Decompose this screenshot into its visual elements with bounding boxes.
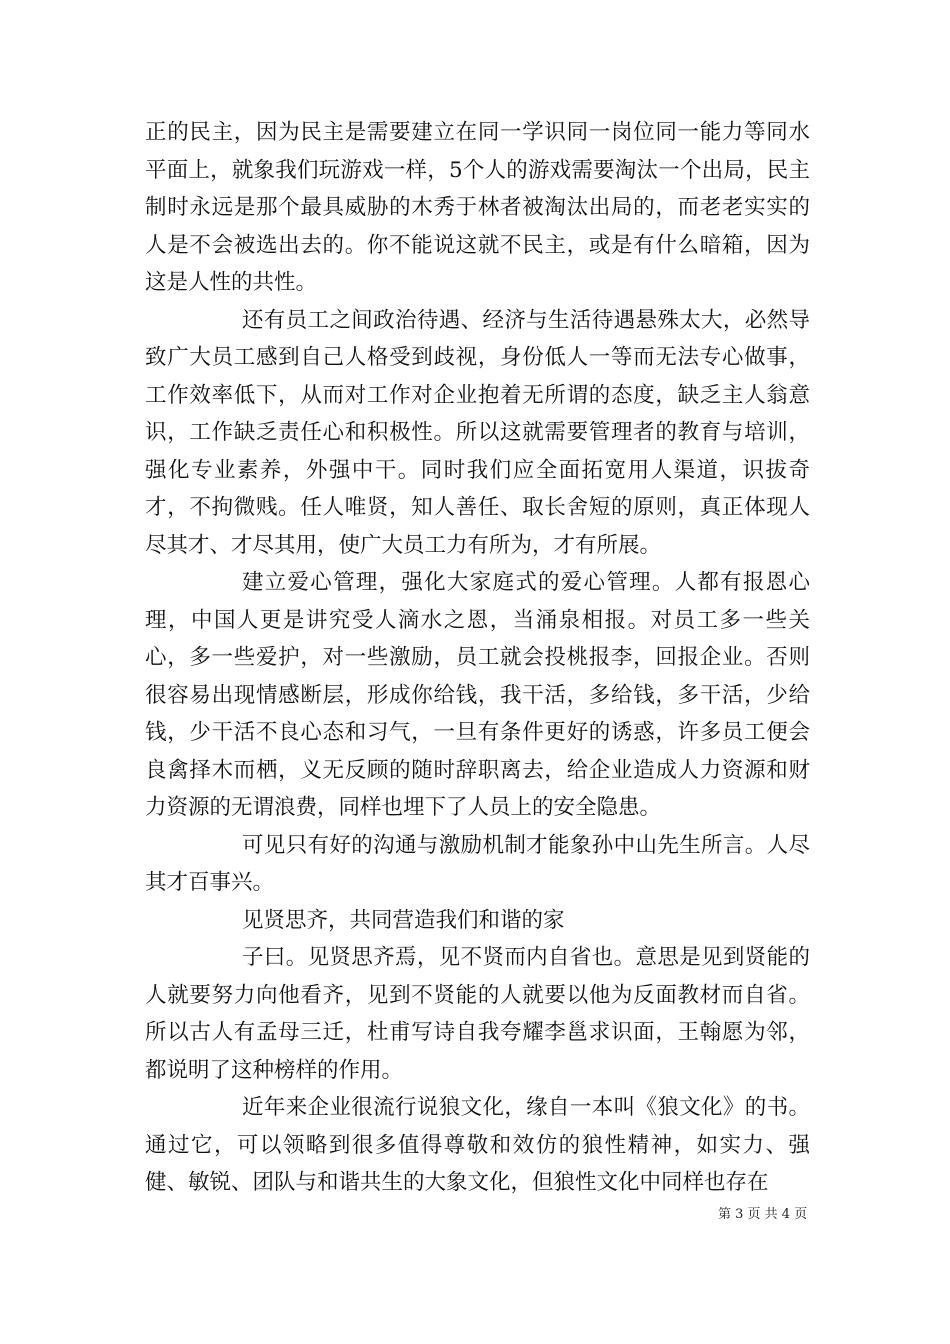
document-body xyxy=(145,114,810,1202)
paragraph-1: 正的民主，因为民主是需要建立在同一学识同一岗位同一能力等同水平面上，就象我们玩游戏一样，5个人的游戏需要淘汰一个出局，民主制时永远是那个最具威胁的木秀于林者被淘汰出局的，而老老实实的人是不会被选出去的。你不能说这就不民主，或是有什么暗箱，因为这是人性的共性。 xyxy=(145,120,810,295)
paragraph-2: 还有员工之间政治待遇、经济与生活待遇悬殊太大，必然导致广大员工感到自己人格受到歧视，身份低人一等而无法专心做事，工作效率低下，从而对工作对企业抱着无所谓的态度，缺乏主人翁意识，工作缺乏责任心和积极性。所以这就需要管理者的教育与培训，强化专业素养，外强中干。同时我们应全面拓宽用人渠道，识拔奇才，不拘微贱。任人唯贤，知人善任、取长舍短的原则，真正体现人尽其才、才尽其用，使广大员工力有所为，才有所展。 xyxy=(145,307,810,558)
section-heading: 见贤思齐，共同营造我们和谐的家 xyxy=(242,907,565,933)
paragraph-3: 建立爱心管理，强化大家庭式的爱心管理。人都有报恩心理，中国人更是讲究受人滴水之恩，当涌泉相报。对员工多一些关心，多一些爱护，对一些激励，员工就会投桃报李，回报企业。否则很容易出现情感断层，形成你给钱，我干活，多给钱，多干活，少给钱，少干活不良心态和习气，一旦有条件更好的诱惑，许多员工便会良禽择木而栖，义无反顾的随时辞职离去，给企业造成人力资源和财力资源的无谓浪费，同样也埋下了人员上的安全隐患。 xyxy=(145,570,810,820)
paragraph-5: 子曰。见贤思齐焉，见不贤而内自省也。意思是见到贤能的人就要努力向他看齐，见到不贤能的人就要以他为反面教材而自省。所以古人有孟母三迁，杜甫写诗自我夸耀李邕求识面，王翰愿为邻，都说明了这种榜样的作用。 xyxy=(145,945,810,1083)
page-number-footer: 第 3 页 共 4 页 xyxy=(718,1207,808,1222)
paragraph-4: 可见只有好的沟通与激励机制才能象孙中山先生所言。人尽其才百事兴。 xyxy=(145,832,810,895)
paragraph-6: 近年来企业很流行说狼文化，缘自一本叫《狼文化》的书。通过它，可以领略到很多值得尊敬和效仿的狼性精神，如实力、强健、敏锐、团队与和谐共生的大象文化，但狼性文化中同样也存在 xyxy=(145,1095,810,1195)
